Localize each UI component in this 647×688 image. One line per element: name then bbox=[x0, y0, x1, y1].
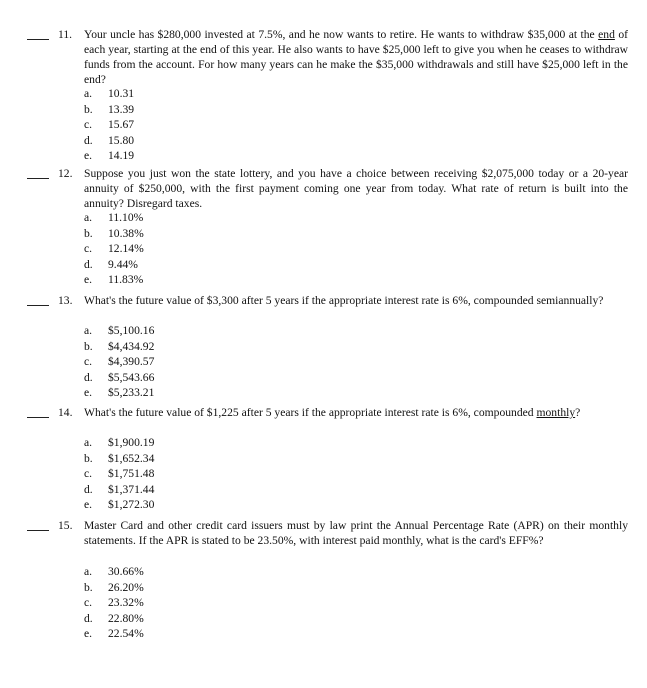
question-number: 14. bbox=[58, 406, 73, 419]
option-e[interactable]: e. 11.83% bbox=[84, 273, 144, 286]
option-a[interactable]: a. 11.10% bbox=[84, 211, 144, 224]
option-b[interactable]: b. $4,434.92 bbox=[84, 339, 155, 353]
option-c[interactable]: c. 23.32% bbox=[84, 596, 144, 609]
option-d[interactable]: d. $5,543.66 bbox=[84, 370, 155, 384]
question-number: 12. bbox=[58, 167, 73, 180]
question-text: Master Card and other credit card issuers must by law print the Annual Percentage Rate (APR) on their monthly statements. If the APR is stated to be 23.50%, with interest paid monthly, what is the card's EFF%? bbox=[84, 519, 628, 548]
option-e[interactable]: e. 22.54% bbox=[84, 627, 144, 640]
answer-options bbox=[84, 435, 384, 513]
option-a[interactable]: a. 10.31 bbox=[84, 87, 135, 100]
option-a[interactable]: a. 30.66% bbox=[84, 565, 144, 578]
question-number: 13. bbox=[58, 294, 73, 307]
option-e[interactable]: e. 14.19 bbox=[84, 149, 135, 162]
option-b[interactable]: b. $1,652.34 bbox=[84, 451, 155, 465]
option-e[interactable]: e. $5,233.21 bbox=[84, 386, 155, 399]
answer-blank[interactable] bbox=[27, 178, 49, 179]
answer-blank[interactable] bbox=[27, 530, 49, 531]
question-text: Your uncle has $280,000 invested at 7.5%, and he now wants to retire. He wants to withdraw $35,000 at the end of each year, starting at the end of this year. He also wants to have $25,000 left to give you when he ceases to withdraw funds from the account. For how many years can he make the $35,000 withdrawals and still have $25,000 left in the end? bbox=[84, 28, 628, 87]
underlined-word: monthly bbox=[536, 406, 576, 419]
option-d[interactable]: d. 22.80% bbox=[84, 611, 144, 625]
option-c[interactable]: c. 12.14% bbox=[84, 242, 144, 255]
answer-options bbox=[84, 86, 384, 164]
question-text: Suppose you just won the state lottery, and you have a choice between receiving $2,075,000 today or a 20-year annuity of $250,000, with the first payment coming one year from today. What rate of return is built into the annuity? Disregard taxes. bbox=[84, 167, 628, 211]
question-text: What's the future value of $1,225 after 5 years if the appropriate interest rate is 6%, compounded monthly? bbox=[84, 406, 581, 419]
question-number: 11. bbox=[58, 28, 73, 41]
option-c[interactable]: c. $4,390.57 bbox=[84, 355, 155, 368]
option-e[interactable]: e. $1,272.30 bbox=[84, 498, 155, 511]
answer-options bbox=[84, 564, 384, 642]
option-a[interactable]: a. $1,900.19 bbox=[84, 436, 155, 449]
option-d[interactable]: d. $1,371.44 bbox=[84, 482, 155, 496]
option-b[interactable]: b. 13.39 bbox=[84, 102, 135, 116]
answer-options bbox=[84, 323, 384, 401]
question-text: What's the future value of $3,300 after 5 years if the appropriate interest rate is 6%, compounded semiannually? bbox=[84, 294, 604, 307]
option-a[interactable]: a. $5,100.16 bbox=[84, 324, 155, 337]
question-number: 15. bbox=[58, 519, 73, 532]
answer-options bbox=[84, 210, 384, 288]
option-c[interactable]: c. 15.67 bbox=[84, 118, 135, 131]
answer-blank[interactable] bbox=[27, 39, 49, 40]
answer-blank[interactable] bbox=[27, 417, 49, 418]
option-d[interactable]: d. 15.80 bbox=[84, 133, 135, 147]
option-b[interactable]: b. 10.38% bbox=[84, 226, 144, 240]
option-d[interactable]: d. 9.44% bbox=[84, 257, 138, 271]
underlined-word: end bbox=[598, 28, 615, 41]
answer-blank[interactable] bbox=[27, 305, 49, 306]
option-b[interactable]: b. 26.20% bbox=[84, 580, 144, 594]
option-c[interactable]: c. $1,751.48 bbox=[84, 467, 155, 480]
